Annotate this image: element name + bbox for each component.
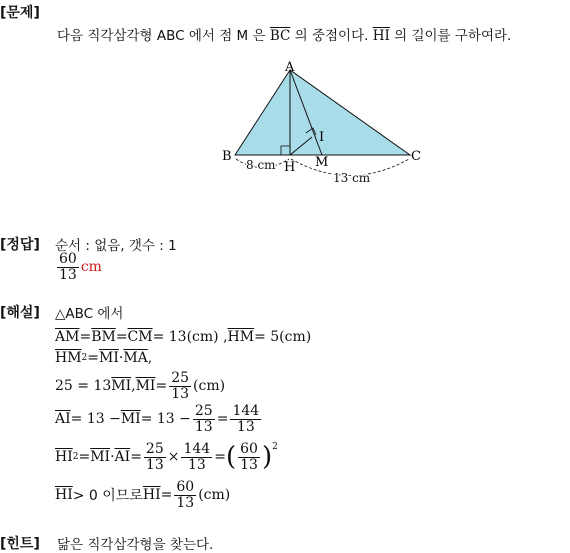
answer-unit: cm xyxy=(80,259,102,276)
seg: $\overline{MI}$ xyxy=(99,350,119,366)
seg: $\overline{MA}$ xyxy=(123,350,148,366)
solution-label: [해설] xyxy=(0,305,40,321)
txt: = xyxy=(216,411,229,428)
denominator: 13 xyxy=(145,456,164,473)
length-bh: 8 cm xyxy=(246,158,276,172)
label-a: A xyxy=(285,60,295,75)
seg: $\overline{HM}$ xyxy=(55,350,82,366)
txt: > 0 이므로 xyxy=(72,488,143,505)
answer-fraction xyxy=(57,252,79,282)
fraction xyxy=(181,442,212,472)
fraction xyxy=(230,404,261,434)
problem-text-part: 다음 직각삼각형 ABC 에서 점 M 은 xyxy=(57,28,270,44)
exponent: 2 xyxy=(72,452,79,463)
segment-hi: $\overline{HI}$ xyxy=(372,28,390,44)
seg: $\overline{BM}$ xyxy=(91,329,116,345)
answer-label: [정답] xyxy=(0,237,40,253)
txt: = xyxy=(78,449,91,466)
txt: = xyxy=(130,449,142,466)
txt: , xyxy=(131,378,136,395)
txt: = xyxy=(160,487,173,504)
solution-line-7 xyxy=(55,480,230,510)
solution-line-6 xyxy=(55,442,278,472)
seg: $\overline{HM}$ xyxy=(227,329,255,345)
open-paren: ( xyxy=(225,442,237,473)
solution-line-2 xyxy=(55,329,311,345)
denominator: 13 xyxy=(176,494,195,511)
txt: = xyxy=(214,449,226,466)
label-c: C xyxy=(411,149,421,164)
solution-line-5 xyxy=(55,404,263,434)
label-b: B xyxy=(222,149,232,164)
denominator: 13 xyxy=(171,385,190,402)
answer-denominator: 13 xyxy=(59,266,77,283)
txt: = xyxy=(79,329,92,345)
seg: $\overline{MI}$ xyxy=(120,411,141,428)
seg: $\overline{HI}$ xyxy=(55,449,73,466)
seg: $\overline{HI}$ xyxy=(142,487,161,504)
denominator: 13 xyxy=(187,456,206,473)
txt: (cm) xyxy=(193,378,226,395)
label-h: H xyxy=(284,160,296,175)
answer-meta: 순서 : 없음, 갯수 : 1 xyxy=(55,238,177,254)
txt: 25 = 13 xyxy=(55,378,112,395)
numerator: 25 xyxy=(194,403,213,419)
denominator: 13 xyxy=(236,418,255,435)
seg: $\overline{AM}$ xyxy=(55,329,80,345)
txt: · xyxy=(118,350,124,366)
fraction xyxy=(193,404,215,434)
problem-label: [문제] xyxy=(0,5,40,21)
label-m: M xyxy=(315,155,329,170)
numerator: 144 xyxy=(232,403,260,419)
numerator: 144 xyxy=(183,441,211,457)
seg: $\overline{CM}$ xyxy=(127,329,153,345)
exponent: 2 xyxy=(272,442,278,452)
seg: $\overline{MI}$ xyxy=(135,378,156,395)
seg: $\overline{AI}$ xyxy=(114,449,131,466)
answer-value xyxy=(55,252,102,282)
txt: · xyxy=(110,449,115,466)
txt: = xyxy=(115,329,128,345)
fraction xyxy=(169,371,191,401)
txt: = xyxy=(155,378,168,395)
denominator: 13 xyxy=(240,456,258,473)
numerator: 60 xyxy=(240,441,258,457)
txt: × xyxy=(167,449,180,466)
hint-label: [힌트] xyxy=(0,536,40,552)
fraction xyxy=(174,480,196,510)
numerator: 25 xyxy=(145,441,164,457)
label-i: I xyxy=(319,130,325,145)
txt: = 5(cm) xyxy=(254,329,312,345)
denominator: 13 xyxy=(194,418,213,435)
problem-text-part: 의 길이를 구하여라. xyxy=(389,28,512,44)
solution-line-3 xyxy=(55,350,152,366)
hint-text: 닮은 직각삼각형을 찾는다. xyxy=(57,537,214,553)
exponent: 2 xyxy=(81,353,88,363)
seg: $\overline{AI}$ xyxy=(55,411,71,428)
txt: , xyxy=(147,350,153,366)
fraction xyxy=(238,442,260,472)
answer-numerator: 60 xyxy=(59,251,77,267)
triangle-figure xyxy=(0,0,570,200)
numerator: 25 xyxy=(171,370,190,386)
segment-bc: $\overline{BC}$ xyxy=(269,28,291,44)
solution-line-4 xyxy=(55,371,225,401)
txt: = 13 − xyxy=(140,411,191,428)
txt: = 13 − xyxy=(70,411,121,428)
seg: $\overline{MI}$ xyxy=(90,449,111,466)
fraction xyxy=(144,442,166,472)
length-hc: 13 cm xyxy=(333,171,371,185)
seg: $\overline{MI}$ xyxy=(111,378,132,395)
txt: = 13(cm) , xyxy=(152,329,228,345)
problem-text-part: 의 중점이다. xyxy=(290,28,373,44)
numerator: 60 xyxy=(176,479,195,495)
close-paren: ) xyxy=(261,442,273,473)
txt: = xyxy=(87,350,100,366)
txt: (cm) xyxy=(198,487,231,504)
seg: $\overline{HI}$ xyxy=(55,487,73,504)
solution-line-1: △ABC 에서 xyxy=(55,306,124,322)
